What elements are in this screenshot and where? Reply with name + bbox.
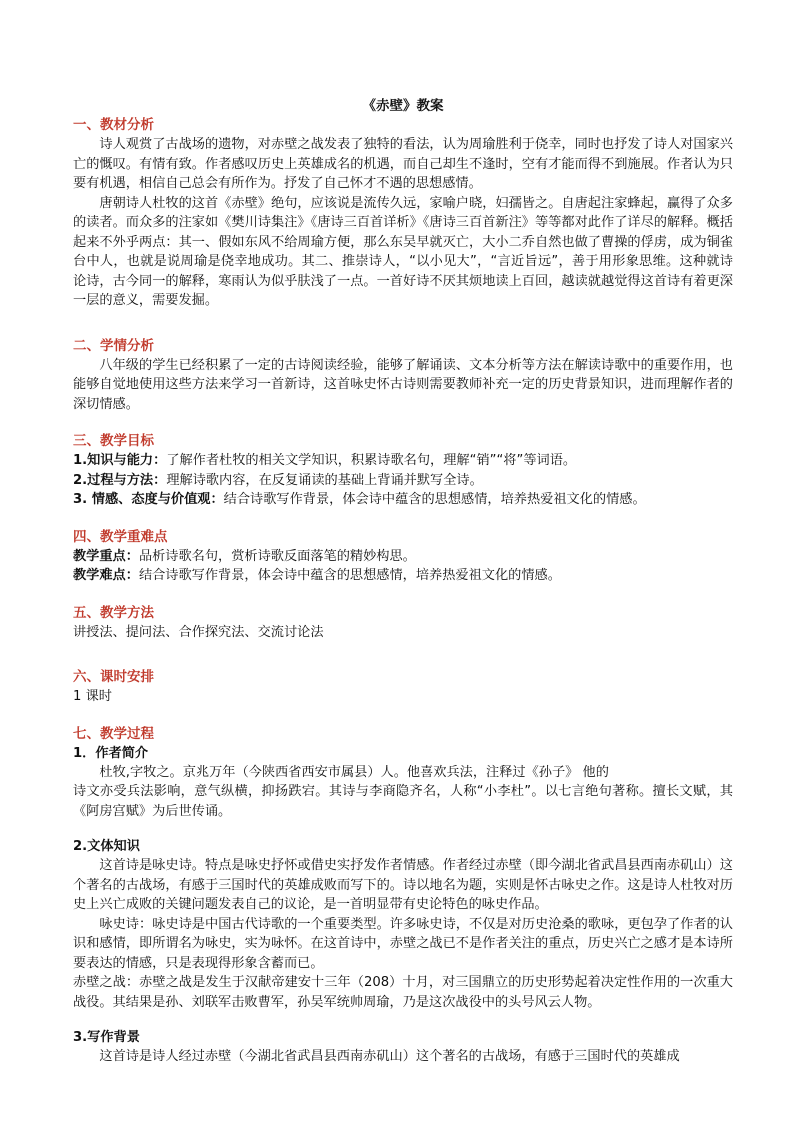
- document-title: 《赤壁》教案: [362, 98, 444, 114]
- author-intro-line: 杜牧,字牧之。京兆万年（今陕西省西安市属县）人。他喜欢兵法，注释过《孙子》 他的: [99, 764, 609, 780]
- paragraph: 赤壁之战：赤壁之战是发生于汉献帝建安十三年（208）十月，对三国鼎立的历史形势起着决定性作用的一次重大战役。其结果是孙、刘联军击败曹军，孙吴军统帅周瑜，乃是这次战役中的头号风云人物。: [73, 975, 733, 1010]
- author-intro-paragraph: 诗文亦受兵法影响，意气纵横，抑扬跌宕。其诗与李商隐齐名，人称“小李杜”。以七言绝句著称。擅长文赋，其《阿房宫赋》为后世传诵。: [73, 784, 733, 819]
- goal-text: 结合诗歌写作背景，体会诗中蕴含的思想感情，培养热爱祖文化的情感。: [223, 492, 646, 507]
- paragraph: 这首诗是咏史诗。特点是咏史抒怀或借史实抒发作者情感。作者经过赤壁（即今湖北省武昌县西南赤矶山）这个著名的古战场，有感于三国时代的英雄成败而写下的。诗以地名为题，实则是怀古咏史之作。这是诗人杜牧对历史上兴亡成败的关键问题发表自己的议论，是一首明显带有史论特色的咏史作品。: [73, 858, 733, 912]
- key-point-text: 品析诗歌名句，赏析诗歌反面落笔的精妙构思。: [138, 548, 416, 564]
- section-heading-student-analysis: 二、学情分析: [73, 337, 154, 354]
- subheading-author-intro: 1．作者简介: [73, 745, 149, 761]
- paragraph: 唐朝诗人杜牧的这首《赤壁》绝句，应该说是流传久远，家喻户晓，妇孺皆之。自唐起注家蜂起，赢得了众多的读者。而众多的注家如《樊川诗集注》《唐诗三百首详析》《唐诗三百首新注》等等都对此作了详尽的解释。概括起来不外乎两点：其一、假如东风不给周瑜方便，那么东吴早就灭亡，大小二乔自然也做了曹操的俘虏，成为铜雀台中人，也就是说周瑜是侥幸地成功。其二、推崇诗人，“以小见大”，“言近旨远”，善于用形象思维。这种就诗论诗，古今同一的解释，寒雨认为似乎肤浅了一点。一首好诗不厌其烦地读上百回，越读就越觉得这首诗有着更深一层的意义，需要发掘。: [73, 195, 733, 308]
- section-heading-teaching-methods: 五、教学方法: [73, 604, 154, 621]
- goal-label: 2.过程与方法：: [73, 472, 167, 488]
- goal-item: [73, 490, 733, 510]
- schedule-text: 1 课时: [73, 689, 112, 704]
- goal-item: [73, 471, 733, 491]
- section-heading-teaching-goals: 三、教学目标: [73, 433, 154, 449]
- paragraph: 诗人观赏了古战场的遗物，对赤壁之战发表了独特的看法，认为周瑜胜利于侥幸，同时也抒发了诗人对国家兴亡的慨叹。有情有致。作者感叹历史上英雄成名的机遇，而自己却生不逢时，空有才能而得不到施展。作者认为只要有机遇，相信自己总会有所作为。抒发了自己怀才不遇的思想感情。: [73, 137, 733, 191]
- goal-item: [73, 451, 733, 471]
- key-point-label: 教学重点：: [73, 548, 139, 564]
- goal-label: 3. 情感、态度与价值观：: [73, 492, 224, 507]
- background-line: 这首诗是诗人经过赤壁（今湖北省武昌县西南赤矶山）这个著名的古战场，有感于三国时代的英雄成: [99, 1049, 680, 1064]
- key-point-text: 结合诗歌写作背景，体会诗中蕴含的思想感情，培养热爱祖文化的情感。: [138, 568, 561, 583]
- section-heading-teaching-process: 七、教学过程: [73, 725, 154, 742]
- key-point-item: [73, 566, 733, 586]
- goal-label: 1.知识与能力：: [73, 453, 167, 468]
- goal-text: 了解作者杜牧的相关文学知识，积累诗歌名句，理解“销”“将”等词语。: [166, 453, 577, 468]
- subheading-writing-background: 3.写作背景: [73, 1030, 140, 1045]
- subheading-genre-knowledge: 2.文体知识: [73, 839, 140, 854]
- goal-text: 理解诗歌内容，在反复诵读的基础上背诵并默写全诗。: [166, 472, 483, 488]
- key-point-item: [73, 547, 733, 567]
- document-page: [73, 96, 733, 1067]
- section-heading-key-points: 四、教学重难点: [73, 528, 168, 545]
- paragraph: 咏史诗：咏史诗是中国古代诗歌的一个重要类型。许多咏史诗，不仅是对历史沧桑的歌咏，更包孕了作者的认识和感情，即所谓名为咏史，实为咏怀。在这首诗中，赤壁之战已不是作者关注的重点，历史兴亡之感才是本诗所要表达的情感，只是表现得形象含蓄而已。: [73, 916, 733, 971]
- section-heading-textbook-analysis: 一、教材分析: [73, 117, 154, 133]
- methods-text: 讲授法、提问法、合作探究法、交流讨论法: [73, 624, 324, 640]
- section-heading-class-schedule: 六、课时安排: [73, 669, 154, 685]
- paragraph: 八年级的学生已经积累了一定的古诗阅读经验，能够了解诵读、文本分析等方法在解读诗歌中的重要作用，也能够自觉地使用这些方法来学习一首新诗，这首咏史怀古诗则需要教师补充一定的历史背景知识，进而理解作者的深切情感。: [73, 357, 733, 412]
- key-point-label: 教学难点：: [73, 568, 139, 583]
